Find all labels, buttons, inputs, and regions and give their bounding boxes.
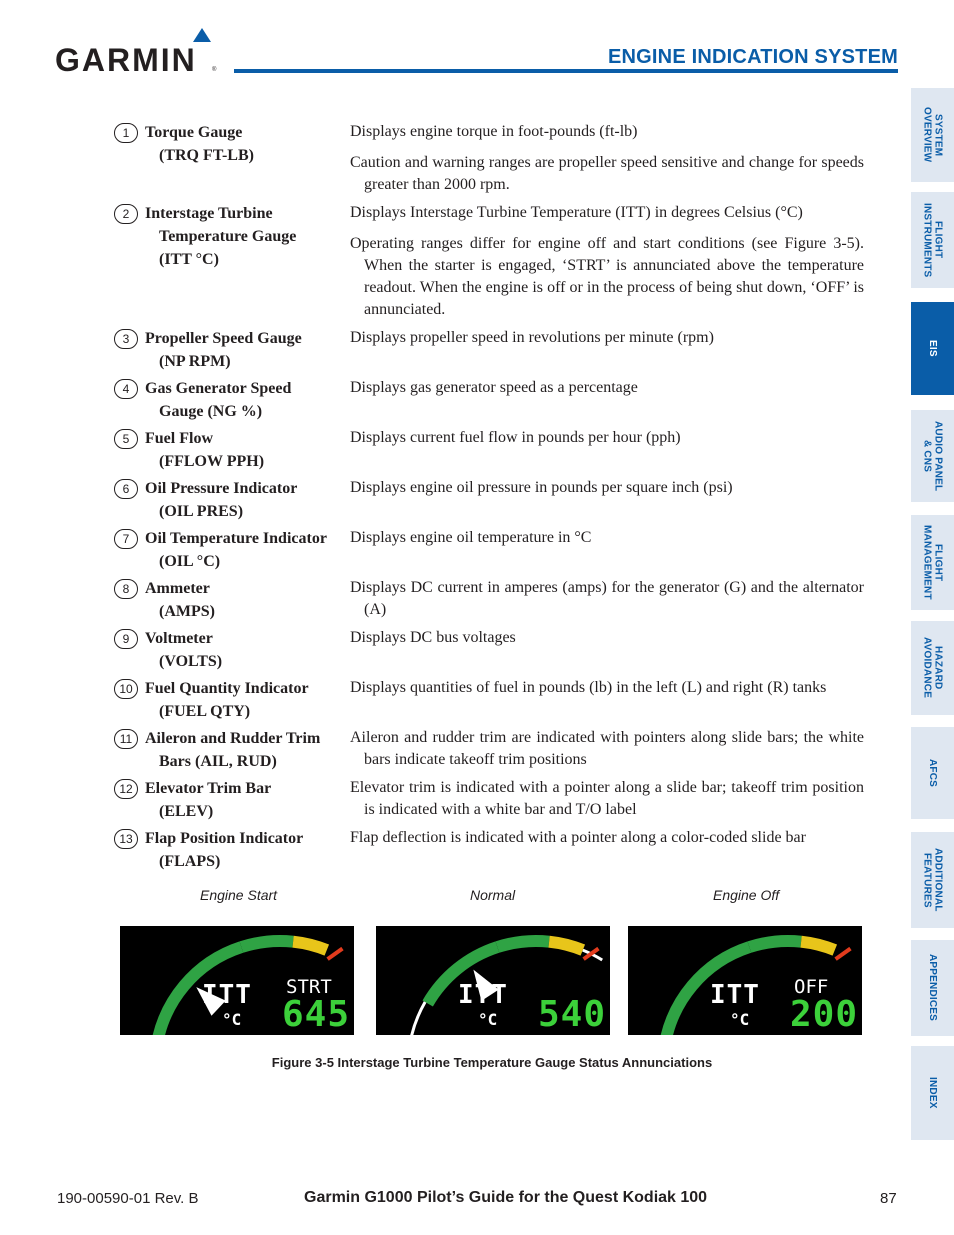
svg-text:®: ® xyxy=(212,67,217,73)
itt-gauge-panel xyxy=(120,926,354,1035)
itt-gauge-panel xyxy=(628,926,862,1035)
item-description xyxy=(350,327,864,349)
item-name-sub: (NP RPM) xyxy=(159,353,231,370)
side-tab-flight-instruments[interactable] xyxy=(911,192,954,288)
itt-gauge-panel xyxy=(376,926,610,1035)
green-range-arc-upper xyxy=(749,941,801,947)
side-tab-additional-features[interactable] xyxy=(911,832,954,928)
yellow-range-arc xyxy=(549,942,583,950)
item-number-badge: 7 xyxy=(114,529,138,549)
item-description-paragraph: Displays gas generator speed as a percentage xyxy=(350,379,638,396)
item-name-sub: (TRQ FT-LB) xyxy=(159,147,254,164)
item-name-sub: (VOLTS) xyxy=(159,653,223,670)
footer-title: Garmin G1000 Pilot’s Guide for the Quest Kodiak 100 xyxy=(304,1189,708,1206)
side-tab-label: AUDIO PANEL & CNS xyxy=(921,420,944,492)
gauge-unit: °C xyxy=(222,1010,242,1029)
gauge-value-readout: 200 xyxy=(790,994,859,1035)
gauge-title: ITT xyxy=(710,980,760,1010)
item-number-badge: 5 xyxy=(114,429,138,449)
item-name-main: Elevator Trim Bar xyxy=(145,780,272,797)
item-description-paragraph: Operating ranges differ for engine off and start conditions (see Figure 3-5). When the starter is engaged, ‘STRT’ is annunciated above the temperature readout. When the engine is off or in the process of being shut down, ‘OFF’ is annunciated. xyxy=(350,235,864,318)
item-name-sub: (OIL °C) xyxy=(159,553,221,570)
item-name-sub: (ELEV) xyxy=(159,803,214,820)
item-name xyxy=(145,577,350,623)
figure-panel-label: Engine Start xyxy=(200,887,278,903)
item-name xyxy=(145,121,350,167)
item-name xyxy=(145,527,350,573)
side-tab-label: HAZARD AVOIDANCE xyxy=(921,637,944,699)
green-range-arc-upper xyxy=(497,941,549,947)
side-tab-afcs[interactable] xyxy=(911,727,954,819)
item-number-badge: 6 xyxy=(114,479,138,499)
item-description-paragraph: Displays DC bus voltages xyxy=(350,629,516,646)
item-name xyxy=(145,202,350,271)
item-name xyxy=(145,627,350,673)
gauge-status-annunciation: STRT xyxy=(286,976,332,998)
figure-caption: Figure 3-5 Interstage Turbine Temperature Gauge Status Annunciations xyxy=(271,1055,713,1070)
footer-page-number: 87 xyxy=(880,1190,897,1207)
item-name xyxy=(145,827,350,873)
item-name-sub: Temperature Gauge (ITT °C) xyxy=(159,228,297,268)
item-name-main: Voltmeter xyxy=(145,630,213,647)
item-number-badge: 10 xyxy=(114,679,138,699)
item-name xyxy=(145,327,350,373)
item-name xyxy=(145,427,350,473)
item-description xyxy=(350,577,864,621)
item-name-main: Propeller Speed Gauge xyxy=(145,330,302,347)
item-name-main: Gas Generator Speed xyxy=(145,380,292,397)
item-name-sub: (FLAPS) xyxy=(159,853,221,870)
item-description xyxy=(350,427,864,449)
item-number-badge: 11 xyxy=(114,729,138,749)
item-name-main: Interstage Turbine xyxy=(145,205,273,222)
side-tab-label: ADDITIONAL FEATURES xyxy=(921,848,944,912)
side-tab-hazard-avoidance[interactable] xyxy=(911,621,954,715)
item-description-paragraph: Displays DC current in amperes (amps) for the generator (G) and the alternator (A) xyxy=(350,579,864,618)
item-description xyxy=(350,727,864,771)
item-name-main: Fuel Quantity Indicator xyxy=(145,680,309,697)
item-name-sub: (AMPS) xyxy=(159,603,215,620)
yellow-range-arc xyxy=(801,942,835,950)
figure-panel-label: Normal xyxy=(470,887,516,903)
item-description-paragraph: Aileron and rudder trim are indicated with pointers along slide bars; the white bars indicate takeoff trim positions xyxy=(350,729,864,768)
gauge-title: ITT xyxy=(202,980,252,1010)
item-description xyxy=(350,202,864,321)
gauge-title: ITT xyxy=(458,980,508,1010)
item-name-main: Torque Gauge xyxy=(145,124,243,141)
side-tab-label: APPENDICES xyxy=(927,954,938,1022)
item-description-paragraph: Displays quantities of fuel in pounds (lb) in the left (L) and right (R) tanks xyxy=(350,679,827,696)
item-number-badge: 1 xyxy=(114,123,138,143)
item-description-paragraph: Caution and warning ranges are propeller speed sensitive and change for speeds greater than 2000 rpm. xyxy=(350,154,864,193)
green-range-arc-upper xyxy=(241,941,293,947)
svg-text:GARMIN: GARMIN xyxy=(55,42,197,76)
footer-doc-number: 190-00590-01 Rev. B xyxy=(57,1190,199,1207)
side-tab-system-overview[interactable] xyxy=(911,88,954,182)
item-description-paragraph: Elevator trim is indicated with a pointer along a slide bar; takeoff trim position is indicated with a white bar and T/O label xyxy=(350,779,864,818)
item-description-paragraph: Displays propeller speed in revolutions per minute (rpm) xyxy=(350,329,714,346)
item-description xyxy=(350,677,864,699)
item-name xyxy=(145,477,350,523)
item-name-main: Fuel Flow xyxy=(145,430,213,447)
item-number-badge: 3 xyxy=(114,329,138,349)
item-description-paragraph: Displays Interstage Turbine Temperature (ITT) in degrees Celsius (°C) xyxy=(350,204,803,221)
item-description xyxy=(350,477,864,499)
item-number-badge: 2 xyxy=(114,204,138,224)
gauge-status-annunciation: OFF xyxy=(794,976,829,998)
side-tab-label: AFCS xyxy=(927,758,938,788)
item-description-paragraph: Displays engine oil temperature in °C xyxy=(350,529,592,546)
item-name-main: Ammeter xyxy=(145,580,210,597)
item-name-main: Flap Position Indicator xyxy=(145,830,304,847)
item-description-paragraph: Displays engine oil pressure in pounds per square inch (psi) xyxy=(350,479,733,496)
item-description-paragraph: Displays current fuel flow in pounds per hour (pph) xyxy=(350,429,681,446)
figure-panel-label: Engine Off xyxy=(713,887,780,903)
side-tab-label: INDEX xyxy=(927,1077,938,1109)
side-tab-appendices[interactable] xyxy=(911,940,954,1036)
white-range-arc xyxy=(408,1002,425,1035)
item-description xyxy=(350,377,864,399)
item-name-sub: Gauge (NG %) xyxy=(159,403,263,420)
item-name xyxy=(145,677,350,723)
side-tab-audio-panel-cns[interactable] xyxy=(911,410,954,502)
side-tab-flight-management[interactable] xyxy=(911,515,954,610)
redline-tick xyxy=(328,949,343,960)
side-tab-eis[interactable] xyxy=(911,302,954,395)
header-rule xyxy=(234,69,898,73)
side-tab-label: SYSTEM OVERVIEW xyxy=(921,107,944,163)
item-number-badge: 9 xyxy=(114,629,138,649)
garmin-triangle-icon xyxy=(193,28,211,42)
item-name-sub: Bars (AIL, RUD) xyxy=(159,753,277,770)
side-tab-label: FLIGHT INSTRUMENTS xyxy=(921,202,944,278)
gauge-value-readout: 645 xyxy=(282,994,351,1035)
gauge-value-readout: 540 xyxy=(538,994,607,1035)
item-description-paragraph: Flap deflection is indicated with a pointer along a color-coded slide bar xyxy=(350,829,806,846)
item-name-main: Aileron and Rudder Trim xyxy=(145,730,321,747)
item-number-badge: 13 xyxy=(114,829,138,849)
side-tab-label: FLIGHT MANAGEMENT xyxy=(921,525,944,600)
item-description xyxy=(350,827,864,849)
item-name-sub: (FUEL QTY) xyxy=(159,703,251,720)
redline-tick xyxy=(836,949,851,960)
item-name-main: Oil Pressure Indicator xyxy=(145,480,298,497)
item-number-badge: 12 xyxy=(114,779,138,799)
item-description xyxy=(350,777,864,821)
item-number-badge: 8 xyxy=(114,579,138,599)
item-description xyxy=(350,121,864,196)
item-name xyxy=(145,377,350,423)
section-title: ENGINE INDICATION SYSTEM xyxy=(607,46,898,68)
gauge-unit: °C xyxy=(478,1010,498,1029)
gauge-unit: °C xyxy=(730,1010,750,1029)
item-name-sub: (OIL PRES) xyxy=(159,503,244,520)
item-description xyxy=(350,527,864,549)
side-tab-label: EIS xyxy=(927,340,938,357)
item-name xyxy=(145,777,350,823)
item-name-sub: (FFLOW PPH) xyxy=(159,453,265,470)
item-description xyxy=(350,627,864,649)
item-name-main: Oil Temperature Indicator xyxy=(145,530,327,547)
side-tabs xyxy=(911,0,954,1235)
garmin-logo xyxy=(55,26,220,76)
item-description-paragraph: Displays engine torque in foot-pounds (ft-lb) xyxy=(350,123,638,140)
item-number-badge: 4 xyxy=(114,379,138,399)
yellow-range-arc xyxy=(293,942,327,950)
item-name xyxy=(145,727,350,773)
